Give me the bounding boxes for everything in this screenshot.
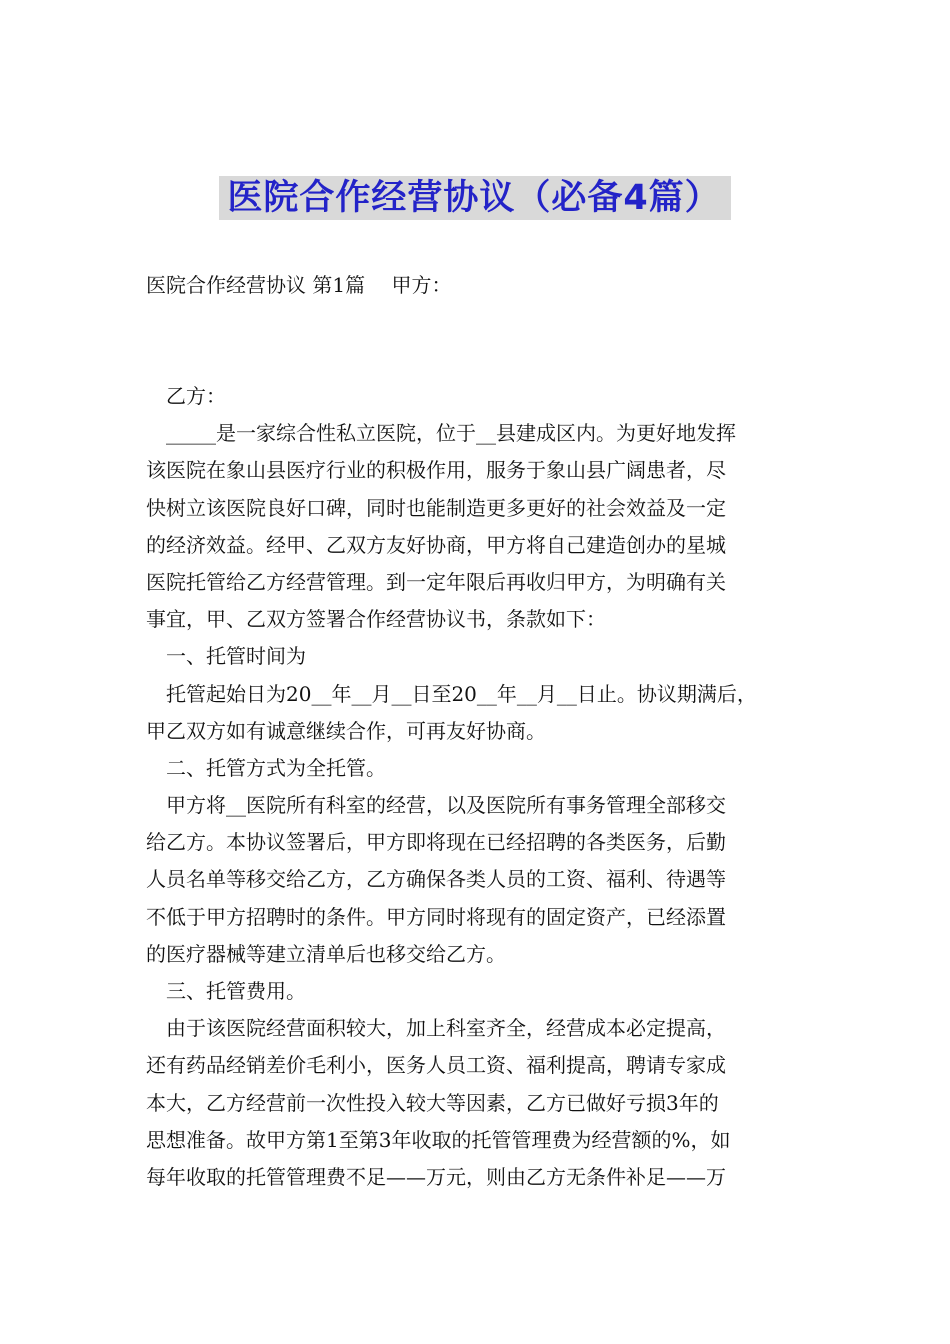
body-line: 还有药品经销差价毛利小，医务人员工资、福利提高，聘请专家成	[146, 1053, 726, 1078]
clause-heading-2: 二、托管方式为全托管。	[166, 755, 386, 780]
body-line: 甲方将__医院所有科室的经营，以及医院所有事务管理全部移交	[166, 793, 726, 818]
body-line: 事宜，甲、乙双方签署合作经营协议书，条款如下：	[146, 607, 606, 632]
body-line: 快树立该医院良好口碑，同时也能制造更多更好的社会效益及一定	[146, 495, 726, 520]
document-body	[146, 378, 810, 1196]
body-line: 给乙方。本协议签署后，甲方即将现在已经招聘的各类医务，后勤	[146, 830, 726, 855]
body-line: 本大，乙方经营前一次性投入较大等因素，乙方已做好亏损3年的	[146, 1090, 719, 1115]
section-heading: 医院合作经营协议 第1篇 甲方：	[146, 273, 452, 297]
clause-heading-3: 三、托管费用。	[166, 979, 306, 1003]
body-line: 的经济效益。经甲、乙双方友好协商，甲方将自己建造创办的星城	[146, 532, 726, 557]
body-line: 每年收取的托管管理费不足——万元，则由乙方无条件补足——万	[146, 1164, 726, 1189]
body-line: 医院托管给乙方经营管理。到一定年限后再收归甲方，为明确有关	[146, 569, 726, 594]
body-line: 人员名单等移交给乙方，乙方确保各类人员的工资、福利、待遇等	[146, 867, 726, 892]
body-line: 不低于甲方招聘时的条件。甲方同时将现有的固定资产，已经添置	[146, 904, 726, 929]
body-line: 甲乙双方如有诚意继续合作，可再友好协商。	[146, 718, 546, 743]
clause-heading-1: 一、托管时间为	[166, 644, 306, 669]
document-title: 医院合作经营协议（必备4篇）	[219, 176, 730, 220]
body-line: 由于该医院经营面积较大，加上科室齐全，经营成本必定提高，	[166, 1016, 726, 1041]
body-line: 的医疗器械等建立清单后也移交给乙方。	[146, 941, 506, 966]
body-line: 托管起始日为20__年__月__日至20__年__月__日止。协议期满后，	[166, 681, 757, 706]
title-area	[0, 176, 950, 220]
party-b-line: 乙方：	[166, 384, 226, 408]
body-line: _____是一家综合性私立医院，位于__县建成区内。为更好地发挥	[166, 421, 736, 446]
body-line: 思想准备。故甲方第1至第3年收取的托管管理费为经营额的%，如	[146, 1127, 731, 1152]
body-line: 该医院在象山县医疗行业的积极作用，服务于象山县广阔患者，尽	[146, 458, 726, 483]
